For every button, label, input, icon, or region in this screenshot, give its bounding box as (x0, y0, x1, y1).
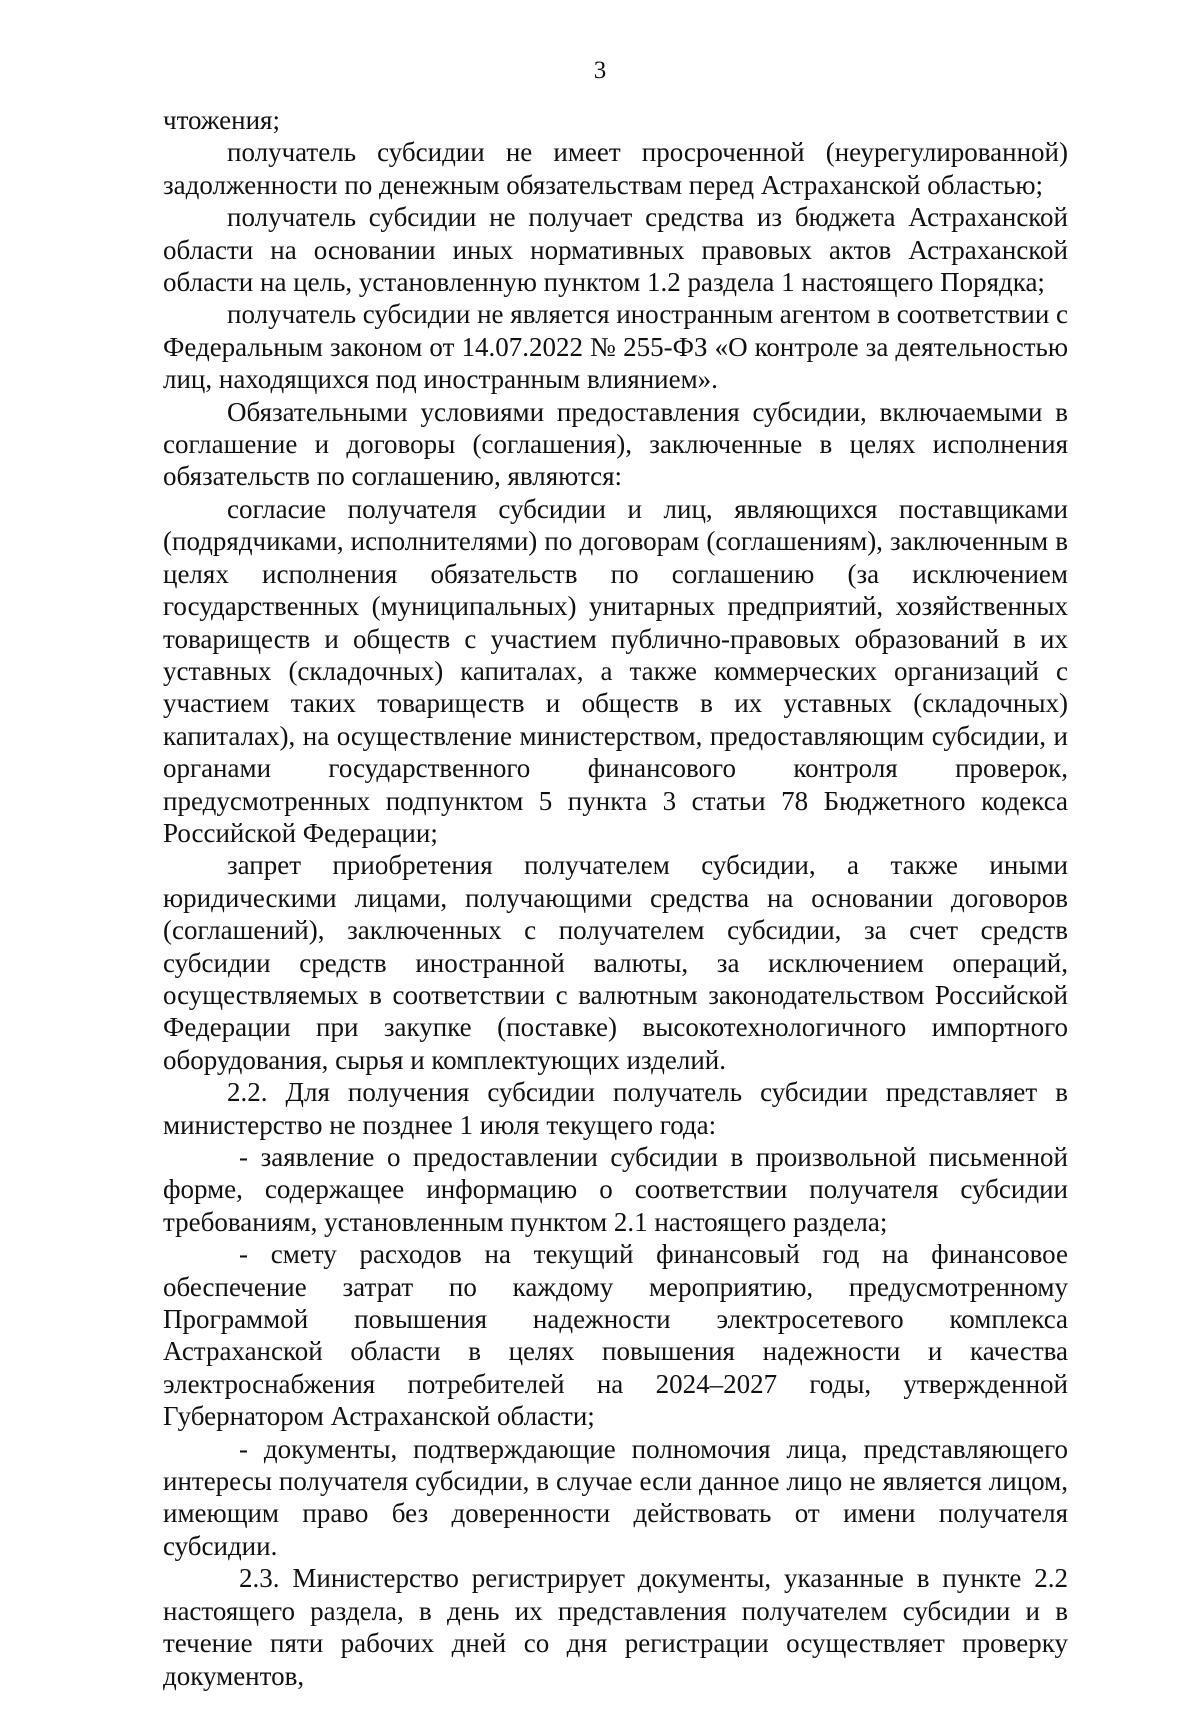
paragraph-section-2-3: 2.3. Министерство регистрирует документы, указанные в пункте 2.2 настоящего раздела, в день их представления получателем субсидии и в течение пяти рабочих дней со дня регистрации осуществляет проверку документов, (163, 1563, 1068, 1691)
paragraph-not-foreign-agent: получатель субсидии не является иностранным агентом в соответствии с Федеральным законом от 14.07.2022 № 255-ФЗ «О контроле за деятельностью лиц, находящихся под иностранным влиянием». (163, 299, 1068, 395)
list-item-application: - заявление о предоставлении субсидии в произвольной письменной форме, содержащее информацию о соответствии получателя субсидии требованиям, установленным пунктом 2.1 настоящего раздела; (163, 1142, 1068, 1237)
paragraph-mandatory-conditions: Обязательными условиями предоставления субсидии, включаемыми в соглашение и договоры (соглашения), заключенные в целях исполнения обязательств по соглашению, являются: (163, 396, 1068, 492)
paragraph-prohibition: запрет приобретения получателем субсидии, а также иными юридическими лицами, получающими средства на основании договоров (соглашений), заключенных с получателем субсидии, за счет средств субсидии средств иностранной валюты, за исключением операций, осуществляемых в соответствии с валютным законодательством Российской Федерации при закупке (поставке) высокотехнологичного импортного оборудования, сырья и комплектующих изделий. (163, 850, 1068, 1075)
list-item-authority-documents: - документы, подтверждающие полномочия лица, представляющего интересы получателя субсидии, в случае если данное лицо не является лицом, имеющим право без доверенности действовать от имени получателя субсидии. (163, 1433, 1068, 1561)
page-number: 3 (593, 57, 607, 84)
paragraph-continuation: чтожения; (163, 105, 280, 135)
list-item-estimate: - смету расходов на текущий финансовый год на финансовое обеспечение затрат по каждому мероприятию, предусмотренному Программой повышения надежности электросетевого комплекса Астраханской области в целях повышения надежности и качества электроснабжения потребителей на 2024–2027 годы, утвержденной Губернатором Астраханской области; (163, 1239, 1068, 1432)
paragraph-section-2-2: 2.2. Для получения субсидии получатель субсидии представляет в министерство не позднее 1 июля текущего года: (163, 1077, 1068, 1140)
paragraph-no-other-funds: получатель субсидии не получает средства из бюджета Астраханской области на основании иных нормативных правовых актов Астраханской области на цель, установленную пунктом 1.2 раздела 1 настоящего Порядка; (163, 202, 1068, 298)
paragraph-consent: согласие получателя субсидии и лиц, являющихся поставщиками (подрядчиками, исполнителями) по договорам (соглашениям), заключенным в целях исполнения обязательств по соглашению (за исключением государственных (муниципальных) унитарных предприятий, хозяйственных товариществ и обществ с участием публично-правовых образований в их уставных (складочных) капиталах, а также коммерческих организаций с участием таких товариществ и обществ в их уставных (складочных) капиталах), на осуществление министерством, предоставляющим субсидии, и органами государственного финансового контроля проверок, предусмотренных подпунктом 5 пункта 3 статьи 78 Бюджетного кодекса Российской Федерации; (163, 493, 1068, 848)
paragraph-no-debt: получатель субсидии не имеет просроченной (неурегулированной) задолженности по денежным обязательствам перед Астраханской областью; (163, 137, 1068, 200)
document-body (163, 104, 1068, 1692)
